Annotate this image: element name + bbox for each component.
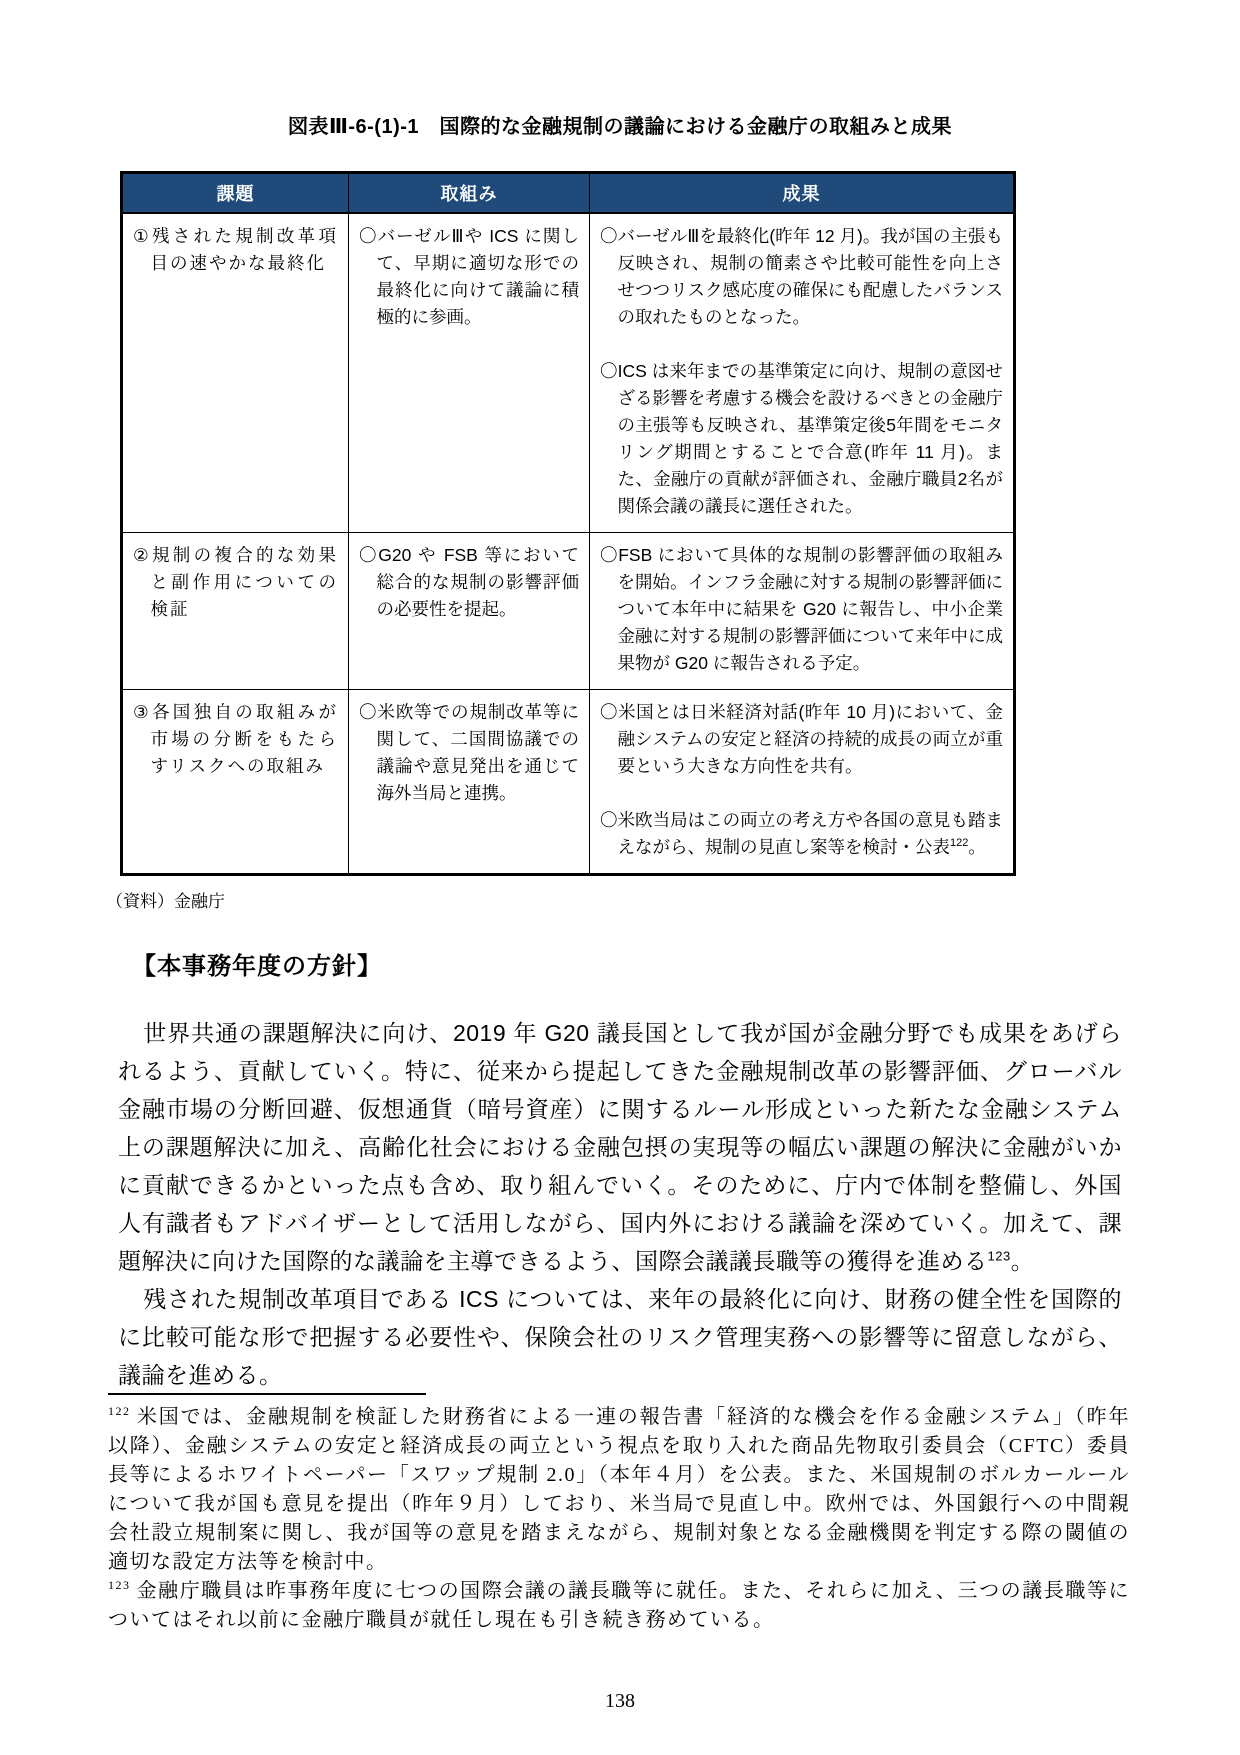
footnote-separator [108,1393,426,1395]
footnote-text: 金融庁職員は昨事務年度に七つの国際会議の議長職等に就任。また、それらに加え、三つの議長職等についてはそれ以前に金融庁職員が就任し現在も引き続き務めている。 [108,1580,1130,1631]
figure-title: 図表Ⅲ-6-(1)-1 国際的な金融規制の議論における金融庁の取組みと成果 [287,116,953,138]
page-number: 138 [605,1690,635,1712]
footnote-number: 123 [108,1578,131,1593]
result-cell [590,533,1015,690]
footnote-ref-123: 123 [987,1248,1011,1264]
footnotes-section [108,1393,1130,1635]
result-cell [590,690,1015,875]
table-row [122,213,1015,533]
initiative-cell [349,690,590,875]
body-paragraph: 残された規制改革項目である ICS については、来年の最終化に向け、財務の健全性を国際的に比較可能な形で把握する必要性や、保険会社のリスク管理実務への影響等に留意しながら、議論を進める。 [118,1286,1122,1388]
issue-cell [122,690,349,875]
section-heading: 【本事務年度の方針】 [132,953,382,980]
issue-text: ②規制の複合的な効果と副作用についての検証 [133,545,338,619]
body-paragraph [118,1014,1122,1280]
footnote-122 [108,1403,1130,1577]
column-header-result: 成果 [590,173,1015,214]
table-row [122,690,1015,875]
initiative-text: 〇バーゼルⅢや ICS に関して、早期に適切な形での最終化に向けて議論に積極的に参画。 [359,226,579,327]
source-note: （資料）金融庁 [106,892,225,911]
result-cell [590,213,1015,533]
initiative-cell [349,213,590,533]
issue-cell [122,213,349,533]
issue-text: ③各国独自の取組みが市場の分断をもたらすリスクへの取組み [133,702,338,776]
footnote-text: 米国では、金融規制を検証した財務省による一連の報告書「経済的な機会を作る金融システム」（昨年以降）、金融システムの安定と経済成長の両立という視点を取り入れた商品先物取引委員会（CFTC）委員長等によるホワイトペーパー「スワップ規制 2.0」（本年４月）を公表。また、米国規制のボルカールールについて我が国も意見を提出（昨年９月）しており、米当局で見直し中。欧州では、外国銀行への中間親会社設立規制案に関し、我が国等の意見を踏まえながら、規制対象となる金融機関を判定する際の閾値の適切な設定方法等を検討中。 [108,1406,1130,1573]
paragraph-text: 世界共通の課題解決に向け、2019 年 G20 議長国として我が国が金融分野でも成果をあげられるよう、貢献していく。特に、従来から提起してきた金融規制改革の影響評価、グローバル金融市場の分断回避、仮想通貨（暗号資産）に関するルール形成といった新たな金融システム上の課題解決に加え、高齢化社会における金融包摂の実現等の幅広い課題の解決に金融がいかに貢献できるかといった点も含め、取り組んでいく。そのために、庁内で体制を整備し、外国人有識者もアドバイザーとして活用しながら、国内外における議論を深めていく。加えて、課題解決に向けた国際的な議論を主導できるよう、国際会議議長職等の獲得を進める [118,1020,1122,1274]
column-header-issue: 課題 [122,173,349,214]
initiative-cell [349,533,590,690]
result-item [600,807,1003,861]
paragraph-text-tail: 。 [1010,1248,1035,1274]
result-item: 〇ICS は来年までの基準策定に向け、規制の意図せざる影響を考慮する機会を設けるべきとの金融庁の主張等も反映され、基準策定後5年間をモニタリング期間とすることで合意(昨年 11 月)。また、金融庁の貢献が評価され、金融庁職員2名が関係会議の議長に選任された。 [600,361,1003,516]
result-item: 〇バーゼルⅢを最終化(昨年 12 月)。我が国の主張も反映され、規制の簡素さや比較可能性を向上させつつリスク感応度の確保にも配慮したバランスの取れたものとなった。 [600,226,1003,327]
footnote-number: 122 [108,1404,131,1419]
issue-text: ①残された規制改革項目の速やかな最終化 [133,226,338,273]
table-row [122,533,1015,690]
column-header-initiative: 取組み [349,173,590,214]
result-item: 〇FSB において具体的な規制の影響評価の取組みを開始。インフラ金融に対する規制の影響評価について本年中に結果を G20 に報告し、中小企業金融に対する規制の影響評価について来年中に成果物が G20 に報告される予定。 [600,545,1003,673]
issue-cell [122,533,349,690]
result-text-tail: 。 [968,837,986,857]
result-item: 〇米国とは日米経済対話(昨年 10 月)において、金融システムの安定と経済の持続的成長の両立が重要という大きな方向性を共有。 [600,702,1003,776]
result-text: 〇米欧当局はこの両立の考え方や各国の意見も踏まえながら、規制の見直し案等を検討・公表 [600,810,1003,857]
table-header-row [122,173,1015,214]
footnote-123 [108,1577,1130,1635]
initiative-text: 〇米欧等での規制改革等に関して、二国間協議での議論や意見発出を通じて海外当局と連携。 [359,702,579,803]
footnote-ref-122: 122 [950,837,969,850]
body-text [118,1014,1122,1394]
initiative-text: 〇G20 や FSB 等において総合的な規制の影響評価の必要性を提起。 [359,545,579,619]
figure-table [120,171,1016,876]
